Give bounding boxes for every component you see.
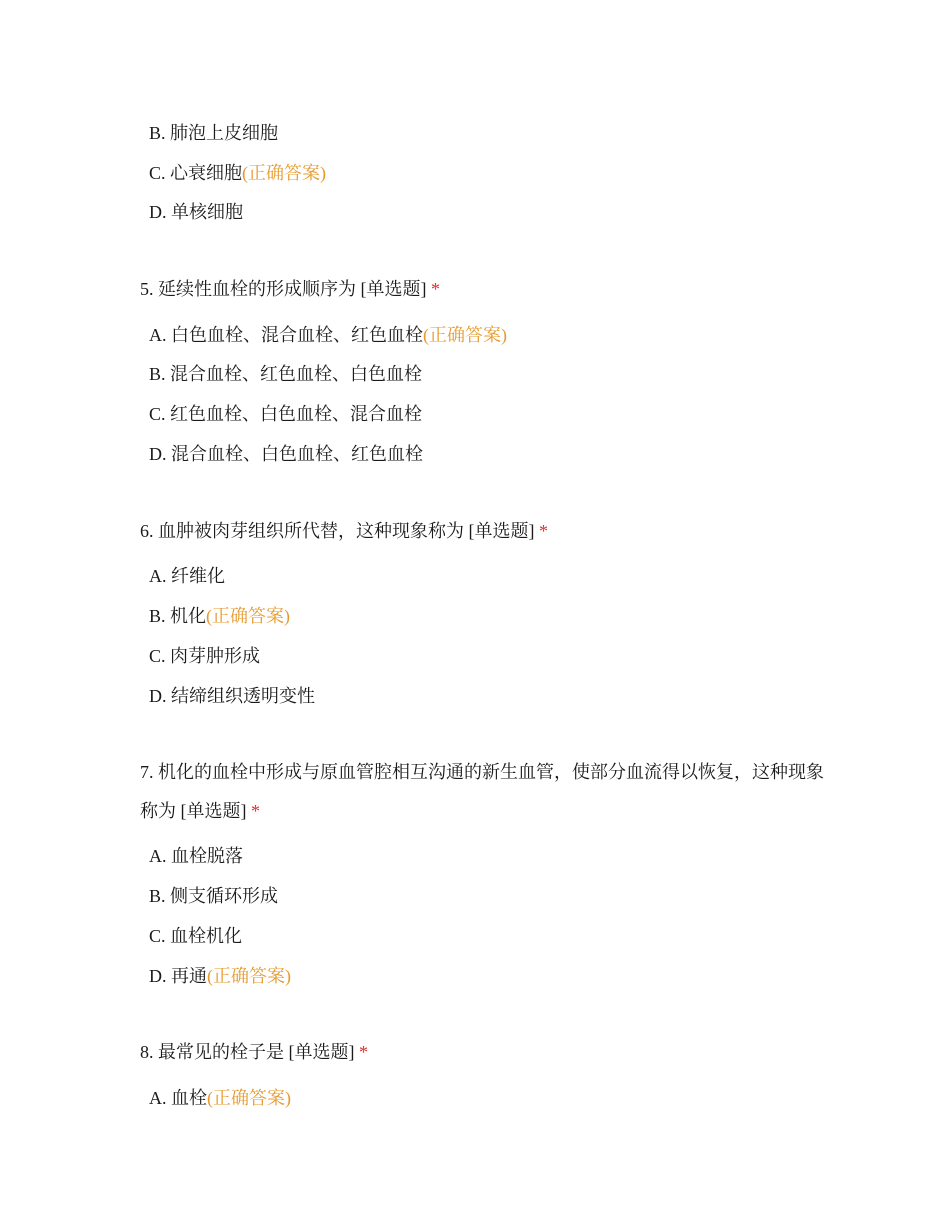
required-mark: * bbox=[431, 279, 440, 299]
option-6-b[interactable] bbox=[149, 603, 290, 629]
option-letter: A. bbox=[149, 1088, 167, 1108]
option-7-c[interactable] bbox=[149, 923, 242, 949]
question-text: 机化的血栓中形成与原血管腔相互沟通的新生血管，使部分血流得以恢复，这种现象称为 bbox=[140, 762, 824, 821]
option-8-a[interactable] bbox=[149, 1085, 291, 1111]
option-text: 单核细胞 bbox=[171, 202, 243, 222]
option-text: 血栓机化 bbox=[170, 926, 243, 946]
option-text: 血栓脱落 bbox=[171, 846, 243, 866]
option-text: 结缔组织透明变性 bbox=[171, 686, 315, 706]
option-text: 血栓 bbox=[171, 1088, 207, 1108]
option-letter: C. bbox=[149, 404, 166, 424]
question-type: [单选题] bbox=[288, 1042, 355, 1062]
option-letter: A. bbox=[149, 566, 167, 586]
option-letter: B. bbox=[149, 364, 166, 384]
required-mark: * bbox=[539, 521, 548, 541]
option-letter: B. bbox=[149, 123, 166, 143]
required-mark: * bbox=[251, 801, 260, 821]
option-7-b[interactable] bbox=[149, 883, 278, 909]
option-5-c[interactable] bbox=[149, 401, 422, 427]
option-text: 再通 bbox=[171, 966, 207, 986]
option-prev-c[interactable] bbox=[149, 160, 326, 186]
question-type: [单选题] bbox=[468, 521, 535, 541]
correct-answer-label: (正确答案) bbox=[207, 1088, 291, 1108]
question-type: [单选题] bbox=[180, 801, 247, 821]
required-mark: * bbox=[359, 1042, 368, 1062]
option-text: 肺泡上皮细胞 bbox=[170, 123, 279, 143]
option-letter: B. bbox=[149, 606, 166, 626]
option-letter: D. bbox=[149, 202, 167, 222]
option-letter: C. bbox=[149, 926, 166, 946]
option-text: 纤维化 bbox=[171, 566, 225, 586]
option-7-d[interactable] bbox=[149, 963, 291, 989]
option-5-d[interactable] bbox=[149, 441, 423, 467]
option-letter: D. bbox=[149, 686, 167, 706]
option-5-a[interactable] bbox=[149, 322, 507, 348]
question-number: 5. bbox=[140, 279, 154, 299]
option-text: 心衰细胞 bbox=[170, 163, 243, 183]
option-7-a[interactable] bbox=[149, 843, 243, 869]
question-7-title bbox=[140, 753, 830, 831]
correct-answer-label: (正确答案) bbox=[206, 606, 291, 626]
correct-answer-label: (正确答案) bbox=[207, 966, 291, 986]
question-8-title bbox=[140, 1033, 830, 1072]
option-text: 红色血栓、白色血栓、混合血栓 bbox=[170, 404, 423, 424]
option-text: 白色血栓、混合血栓、红色血栓 bbox=[171, 325, 423, 345]
question-number: 6. bbox=[140, 521, 154, 541]
question-text: 延续性血栓的形成顺序为 bbox=[158, 279, 356, 299]
correct-answer-label: (正确答案) bbox=[423, 325, 507, 345]
option-letter: B. bbox=[149, 886, 166, 906]
option-letter: A. bbox=[149, 325, 167, 345]
option-text: 混合血栓、白色血栓、红色血栓 bbox=[171, 444, 423, 464]
question-number: 8. bbox=[140, 1042, 154, 1062]
question-text: 血肿被肉芽组织所代替，这种现象称为 bbox=[158, 521, 464, 541]
option-letter: C. bbox=[149, 646, 166, 666]
option-6-a[interactable] bbox=[149, 563, 225, 589]
question-6-title bbox=[140, 512, 830, 551]
question-5-title bbox=[140, 270, 830, 309]
option-letter: D. bbox=[149, 966, 167, 986]
option-text: 侧支循环形成 bbox=[170, 886, 279, 906]
option-text: 机化 bbox=[170, 606, 207, 626]
question-number: 7. bbox=[140, 762, 154, 782]
question-type: [单选题] bbox=[360, 279, 427, 299]
option-prev-b[interactable] bbox=[149, 120, 278, 146]
question-text: 最常见的栓子是 bbox=[158, 1042, 284, 1062]
option-letter: C. bbox=[149, 163, 166, 183]
option-5-b[interactable] bbox=[149, 361, 422, 387]
option-text: 肉芽肿形成 bbox=[170, 646, 261, 666]
option-letter: D. bbox=[149, 444, 167, 464]
option-6-d[interactable] bbox=[149, 683, 315, 709]
option-text: 混合血栓、红色血栓、白色血栓 bbox=[170, 364, 423, 384]
option-6-c[interactable] bbox=[149, 643, 260, 669]
correct-answer-label: (正确答案) bbox=[242, 163, 327, 183]
option-letter: A. bbox=[149, 846, 167, 866]
option-prev-d[interactable] bbox=[149, 199, 243, 225]
